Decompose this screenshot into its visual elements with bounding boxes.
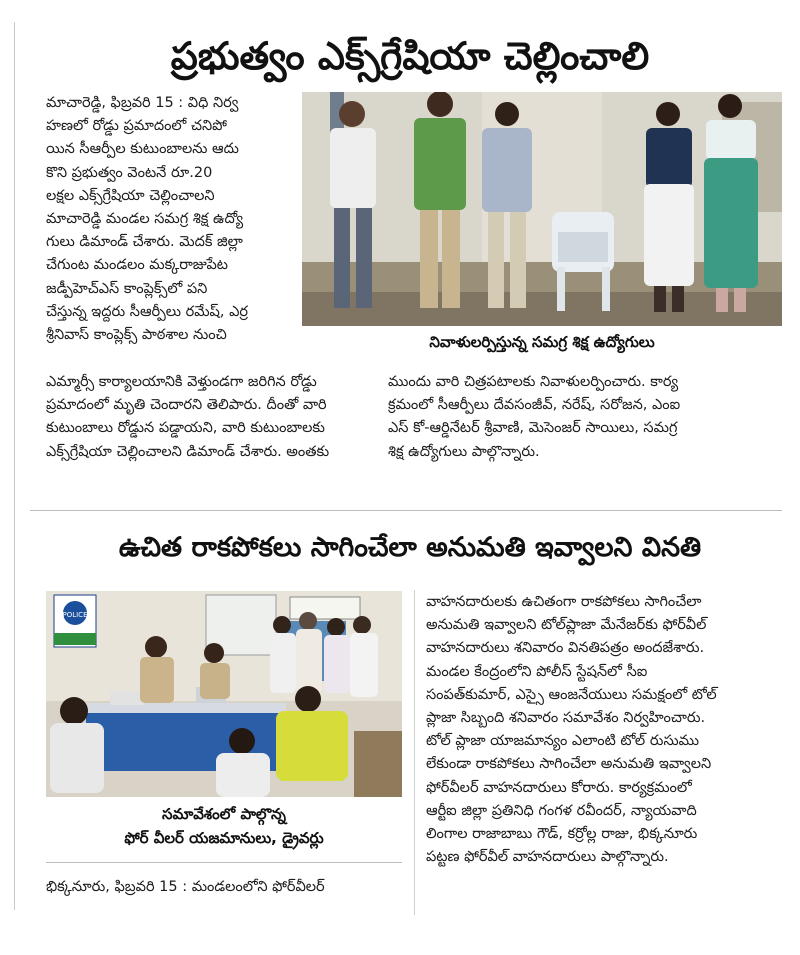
tribute-photo-illustration [302,92,782,326]
text-line: ఎక్స్‌గ్రేషియా చెల్లించాలని డిమాండ్ చేశారు. అంతకు [46,443,330,460]
article2-column-2 [426,591,782,869]
text-line: క్రమంలో సీఆర్పీలు దేవసంజీవ్, నరేష్, సరోజన, ఎంఐ [388,397,681,414]
text-line: మండల కేంద్రంలోని పోలీస్ స్టేషన్‌లో సీఐ [426,663,648,680]
caption-line-2: ఫోర్ వీలర్ యజమానులు, డ్రైవర్లు [124,829,324,847]
text-line: ప్రమాదంలో మృతి చెందారని తెలిపారు. దీంతో వారి [46,397,327,414]
text-line: ఫోర్‌వీలర్ వాహనదారులు కోరారు. కార్యక్రమంలో [426,779,692,796]
page-left-rule [14,22,15,910]
police-sign-text: POLICE [62,611,88,619]
text-line: టోల్ ప్లాజా యాజమాన్యం ఎలాంటి టోల్ రుసుము [426,733,699,750]
column-divider [414,590,415,915]
text-line: చేస్తున్న ఇద్దరు సీఆర్పీలు రమేష్, ఎర్ర [46,303,249,320]
caption-line-1: సమావేశంలో పాల్గొన్న [162,805,286,823]
text-line: లింగాల రాజాబాబు గౌడ్, కర్రోల్ల రాజు, భిక్కనూరు [426,826,698,843]
text-line: ఎమ్మార్సీ కార్యాలయానికి వెళ్తుండగా జరిగిన రోడ్డు [46,374,317,390]
article2-column-1 [46,876,402,899]
text-line: భిక్కనూరు, ఫిబ్రవరి 15 : మండలంలోని ఫోర్‌వీలర్ [46,879,325,895]
text-line: కుటుంబాలు రోడ్డున పడ్డాయని, వారి కుటుంబాలకు [46,420,325,437]
text-line: కొని ప్రభుత్వం వెంటనే రూ.20 [46,164,213,181]
article2-photo [46,591,402,797]
article1-column-3 [388,371,780,464]
text-line: అనుమతి ఇవ్వాలని టోల్‌ప్లాజా మేనేజర్‌కు ఫోర్‌వీల్ [426,617,707,634]
article1-column-1 [46,92,294,347]
text-line: పట్టణ ఫోర్‌వీల్ వాహనదారులు పాల్గొన్నారు. [426,849,669,866]
text-line: మాచారెడ్డి మండల సమగ్ర శిక్ష ఉద్యో [46,211,244,228]
article2-headline: ఉచిత రాకపోకలు సాగించేలా అనుమతి ఇవ్వాలని వినతి [118,532,702,563]
text-line: శ్రీనివాస్ కాంప్లెక్స్ పాఠశాల నుంచి [46,327,227,344]
article1-photo [302,92,782,326]
text-line: ముందు వారి చిత్రపటాలకు నివాళులర్పించారు. కార్య [388,374,679,390]
text-line: వాహనదారులు శనివారం వినతిపత్రం అందజేశారు. [426,640,705,657]
article1-photo-caption: నివాళులర్పిస్తున్న సమగ్ర శిక్ష ఉద్యోగులు [429,333,655,351]
text-line: వాహనదారులకు ఉచితంగా రాకపోకలు సాగించేలా [426,594,702,610]
text-line: జడ్పీహెచ్ఎస్ కాంప్లెక్స్‌లో పని [46,280,208,297]
text-line: లక్షల ఎక్స్‌గ్రేషియా చెల్లించాలని [46,187,215,204]
text-line: ప్లాజా సిబ్బంది శనివారం సమావేశం నిర్వహించారు. [426,710,706,727]
text-line: యిన సీఆర్పీల కుటుంబాలను ఆదు [46,141,239,158]
text-line: సంపత్‌కుమార్, ఎస్సై ఆంజనేయులు సమక్షంలో టోల్ [426,686,717,703]
text-line: శిక్ష ఉద్యోగులు పాల్గొన్నారు. [388,443,540,460]
text-line: మాచారెడ్డి, ఫిబ్రవరి 15 : విధి నిర్వ [46,95,239,111]
caption-divider [46,862,402,863]
article1-headline: ప్రభుత్వం ఎక్స్‌గ్రేషియా చెల్లించాలి [170,34,650,78]
article-divider [30,510,782,511]
text-line: చేగుంట మండలం మక్కరాజుపేట [46,257,228,274]
article2-photo-caption [46,802,402,850]
text-line: గులు డిమాండ్ చేశారు. మెదక్ జిల్లా [46,234,243,251]
text-line: ఆర్టీఐ జిల్లా ప్రతినిధి గంగళ రవీందర్, న్యాయవాది [426,802,697,819]
text-line: హణలో రోడ్డు ప్రమాదంలో చనిపో [46,118,227,135]
meeting-photo-illustration [46,591,402,797]
text-line: లేకుండా రాకపోకలు సాగించేలా అనుమతి ఇవ్వాలని [426,756,712,773]
text-line: ఎస్ కో-ఆర్డినేటర్ శ్రీవాణి, మెసెంజర్ సాయిలు, సమగ్ర [388,420,678,437]
article1-column-2 [46,371,376,464]
